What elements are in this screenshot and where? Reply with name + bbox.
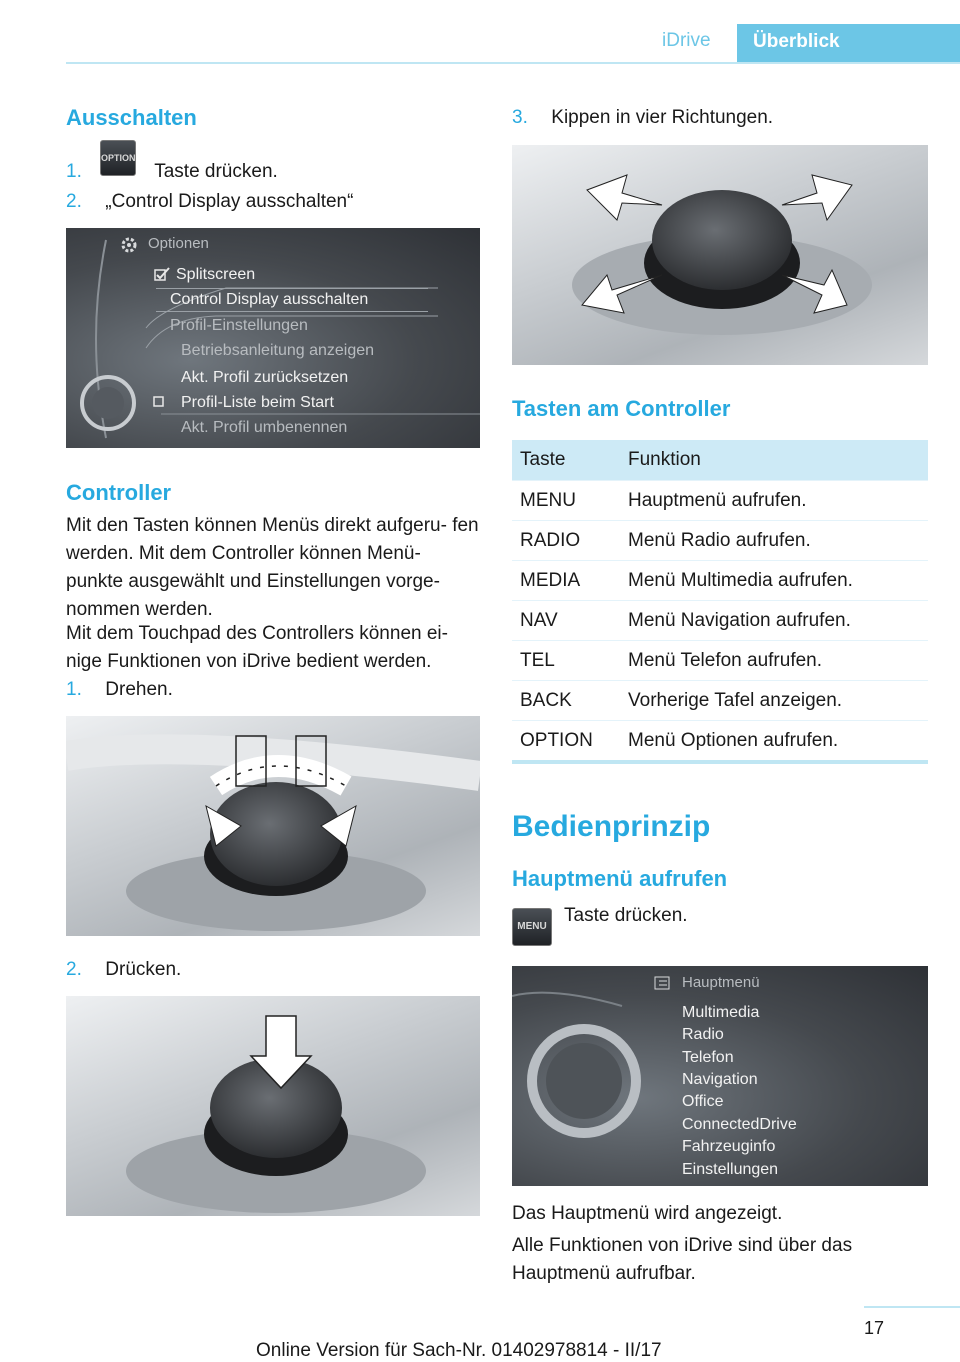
heading-hauptmenue-aufrufen: Hauptmenü aufrufen	[512, 866, 728, 891]
main-menu-screenshot	[512, 966, 928, 1186]
menu-item-profil-zuruecksetzen: Akt. Profil zurücksetzen	[181, 369, 349, 386]
cell-key: RADIO	[512, 521, 620, 561]
main-menu-title: Hauptmenü	[682, 974, 760, 991]
checkbox-checked-icon	[154, 267, 170, 281]
online-version-note: Online Version für Sach-Nr. 01402978814 - II/17	[256, 1340, 662, 1361]
step-text: Taste drücken.	[154, 161, 278, 182]
menu-item-splitscreen: Splitscreen	[176, 266, 256, 283]
main-menu-item: Telefon	[682, 1049, 734, 1066]
cell-function: Menü Telefon aufrufen.	[620, 641, 928, 681]
table-row	[512, 561, 928, 601]
cell-key: TEL	[512, 641, 620, 681]
step-number: 3.	[512, 107, 528, 128]
cell-key: BACK	[512, 681, 620, 721]
main-menu-item: Multimedia	[682, 1004, 760, 1021]
step-text: Drücken.	[105, 959, 182, 980]
heading-ausschalten: Ausschalten	[66, 105, 197, 130]
menu-item-control-display: Control Display ausschalten	[156, 288, 428, 312]
cell-function: Menü Navigation aufrufen.	[620, 601, 928, 641]
menu-item-profil-einstellungen: Profil-Einstellungen	[170, 317, 308, 334]
checkbox-unchecked-icon	[153, 396, 165, 408]
page-number: 17	[864, 1318, 885, 1338]
cell-function: Hauptmenü aufrufen.	[620, 481, 928, 521]
table-row	[512, 721, 928, 761]
cell-function: Menü Multimedia aufrufen.	[620, 561, 928, 601]
menu-item-profil-liste: Profil-Liste beim Start	[181, 394, 334, 411]
cell-key: NAV	[512, 601, 620, 641]
header-rule	[66, 62, 960, 64]
main-menu-item: Radio	[682, 1026, 724, 1043]
cell-function: Vorherige Tafel anzeigen.	[620, 681, 928, 721]
step-number: 1.	[66, 679, 82, 700]
menu-item-profil-umbenennen: Akt. Profil umbenennen	[181, 419, 348, 436]
cell-key: OPTION	[512, 721, 620, 761]
cell-key: MEDIA	[512, 561, 620, 601]
table-header-row	[512, 440, 928, 481]
step-kippen	[512, 104, 773, 132]
heading-controller: Controller	[66, 480, 172, 505]
function-table	[512, 440, 928, 760]
main-menu-item: Office	[682, 1093, 724, 1110]
header-section-tab: Überblick	[737, 24, 960, 62]
step-1	[66, 158, 278, 186]
menu-key-text: Taste drücken.	[564, 905, 688, 926]
header-chapter: iDrive	[662, 30, 711, 51]
controller-ring-icon	[66, 228, 480, 448]
controller-para-1: Mit den Tasten können Menüs direkt aufgeru‐ fen werden. Mit dem Controller können Menü‐ punkte ausgewählt und Einstellungen vorge‐ nommen werden.	[66, 515, 479, 620]
heading-bedienprinzip: Bedienprinzip	[512, 810, 711, 843]
options-menu-title: Optionen	[148, 235, 209, 252]
table-row	[512, 681, 928, 721]
step-number: 2.	[66, 959, 82, 980]
step-text: Kippen in vier Richtungen.	[551, 107, 774, 128]
table-row	[512, 641, 928, 681]
table-row	[512, 481, 928, 521]
column-header-taste: Taste	[512, 440, 620, 481]
bedienprinzip-para-1: Das Hauptmenü wird angezeigt.	[512, 1203, 783, 1224]
list-icon	[654, 976, 670, 990]
main-menu-item: Navigation	[682, 1071, 758, 1088]
controller-press-image	[66, 996, 480, 1216]
heading-tasten-am-controller: Tasten am Controller	[512, 396, 731, 421]
controller-knob-rotate-icon	[66, 716, 480, 936]
cell-function: Menü Optionen aufrufen.	[620, 721, 928, 761]
step-text: „Control Display ausschalten“	[105, 191, 354, 212]
column-header-funktion: Funktion	[620, 440, 928, 481]
table-row	[512, 521, 928, 561]
footer-rule	[864, 1306, 960, 1308]
table-row	[512, 601, 928, 641]
step-number: 1.	[66, 161, 82, 182]
bedienprinzip-para-2: Alle Funktionen von iDrive sind über das Hauptmenü aufrufbar.	[512, 1235, 853, 1284]
gear-icon	[118, 234, 140, 256]
main-menu-item: Einstellungen	[682, 1161, 779, 1178]
main-menu-item: ConnectedDrive	[682, 1116, 797, 1133]
menu-item-betriebsanleitung: Betriebsanleitung anzeigen	[181, 342, 375, 359]
step-number: 2.	[66, 191, 82, 212]
option-key-icon: OPTION	[100, 140, 136, 176]
controller-rotate-image	[66, 716, 480, 936]
step-text: Drehen.	[105, 679, 173, 700]
table-bottom-rule	[512, 760, 928, 764]
step-2	[66, 188, 353, 216]
main-menu-item: Fahrzeuginfo	[682, 1138, 776, 1155]
menu-key-icon: MENU	[512, 908, 552, 946]
controller-knob-tilt-icon	[512, 145, 928, 365]
step-drehen	[66, 676, 173, 704]
cell-key: MENU	[512, 481, 620, 521]
controller-para-2: Mit dem Touchpad des Controllers können ei‐ nige Funktionen von iDrive bedient werden.	[66, 623, 448, 672]
controller-tilt-image	[512, 145, 928, 365]
controller-knob-press-icon	[66, 996, 480, 1216]
options-menu-screenshot	[66, 228, 480, 448]
step-druecken	[66, 956, 181, 984]
cell-function: Menü Radio aufrufen.	[620, 521, 928, 561]
